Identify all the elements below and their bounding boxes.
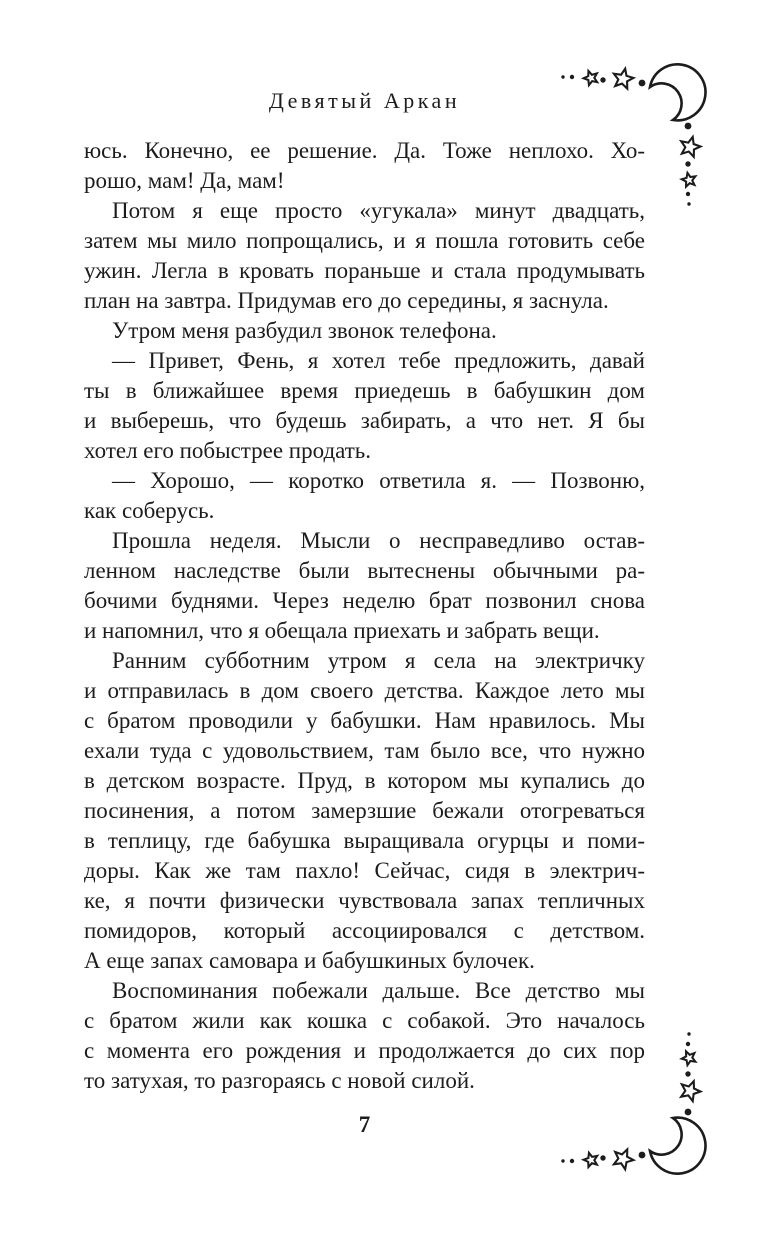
text-line: в детском возрасте. Пруд, в котором мы купались до xyxy=(84,768,645,793)
page-number: 7 xyxy=(358,1112,371,1137)
paragraph xyxy=(84,526,645,646)
text-line: Ранним субботним утром я села на электричку xyxy=(112,648,645,673)
text-line: и напомнил, что я обещала приехать и забрать вещи. xyxy=(84,618,600,643)
crescent-moon-icon xyxy=(650,1118,705,1174)
running-head: Девятый Аркан xyxy=(268,88,461,113)
paragraph xyxy=(84,646,645,976)
dot xyxy=(686,1042,690,1046)
text-line: план на завтра. Придумав его до середины, я заснула. xyxy=(84,288,609,313)
text-line: с момента его рождения и продолжается до сих пор xyxy=(84,1038,645,1063)
text-line: — Хорошо, — коротко ответила я. — Позвоню, xyxy=(112,468,645,493)
dot xyxy=(570,75,574,79)
text-line: — Привет, Фень, я хотел тебе предложить, давай xyxy=(112,348,645,373)
crescent-moon-icon xyxy=(650,64,705,120)
text-line: затем мы мило попрощались, и я пошла готовить себе xyxy=(84,228,645,253)
star-icon xyxy=(681,1051,697,1067)
text-line: хотел его побыстрее продать. xyxy=(84,438,372,463)
text-line: с братом проводили у бабушки. Нам нравилось. Мы xyxy=(84,708,645,733)
text-line: ехали туда с удовольствием, там было все, что нужно xyxy=(84,738,645,763)
star-icon xyxy=(611,67,634,90)
text-line: помидоров, который ассоциировался с детством. xyxy=(84,918,645,943)
text-line: Потом я еще просто «угукала» минут двадцать, xyxy=(112,198,645,223)
text-line: рошо, мам! Да, мам! xyxy=(84,168,285,193)
text-line: ужин. Легла в кровать пораньше и стала продумывать xyxy=(84,258,645,283)
dot xyxy=(600,1155,605,1160)
text-line: А еще запах самовара и бабушкиных булочек. xyxy=(84,948,535,973)
star-icon xyxy=(681,171,697,187)
text-block xyxy=(84,136,645,1096)
paragraph xyxy=(84,976,645,1096)
text-line: с братом жили как кошка с собакой. Это началось xyxy=(84,1008,645,1033)
dot xyxy=(561,1159,564,1162)
text-line: ке, я почти физически чувствовала запах тепличных xyxy=(84,888,645,913)
dot xyxy=(687,1032,690,1035)
text-line: бочими буднями. Через неделю брат позвонил снова xyxy=(84,588,645,613)
paragraph xyxy=(84,316,645,346)
dot xyxy=(685,161,690,166)
star-icon xyxy=(611,1149,634,1172)
text-line: и отправилась в дом своего детства. Каждое лето мы xyxy=(84,678,645,703)
star-icon xyxy=(678,134,702,158)
text-line: то затухая, то разгораясь с новой силой. xyxy=(84,1068,475,1093)
paragraph xyxy=(84,466,645,526)
dot xyxy=(685,1109,692,1116)
star-icon xyxy=(582,69,600,87)
text-line: Утром меня разбудил звонок телефона. xyxy=(112,318,497,343)
dot xyxy=(639,1152,646,1159)
star-icon xyxy=(678,1080,702,1104)
text-line: доры. Как же там пахло! Сейчас, сидя в электрич- xyxy=(84,858,645,883)
dot xyxy=(686,192,690,196)
text-line: как соберусь. xyxy=(84,498,215,523)
paragraph xyxy=(84,136,645,196)
dot xyxy=(687,202,690,205)
text-line: ты в ближайшее время приедешь в бабушкин дом xyxy=(84,378,645,403)
star-icon xyxy=(582,1152,600,1170)
dot xyxy=(561,75,564,78)
dot xyxy=(600,77,605,82)
dot xyxy=(685,1071,690,1076)
dot xyxy=(685,123,692,130)
paragraph xyxy=(84,196,645,316)
dot xyxy=(570,1159,574,1163)
text-line: в теплицу, где бабушка выращивала огурцы и поми- xyxy=(84,828,645,853)
text-line: и выберешь, что будешь забирать, а что нет. Я бы xyxy=(84,408,645,433)
text-line: юсь. Конечно, ее решение. Да. Тоже неплохо. Хо- xyxy=(84,138,645,163)
dot xyxy=(639,80,646,87)
text-line: ленном наследстве были вытеснены обычными ра- xyxy=(84,558,645,583)
text-line: Воспоминания побежали дальше. Все детство мы xyxy=(112,978,645,1003)
text-line: посинения, а потом замерзшие бежали отогреваться xyxy=(84,798,645,823)
paragraph xyxy=(84,346,645,466)
text-line: Прошла неделя. Мысли о несправедливо остав- xyxy=(112,528,645,553)
